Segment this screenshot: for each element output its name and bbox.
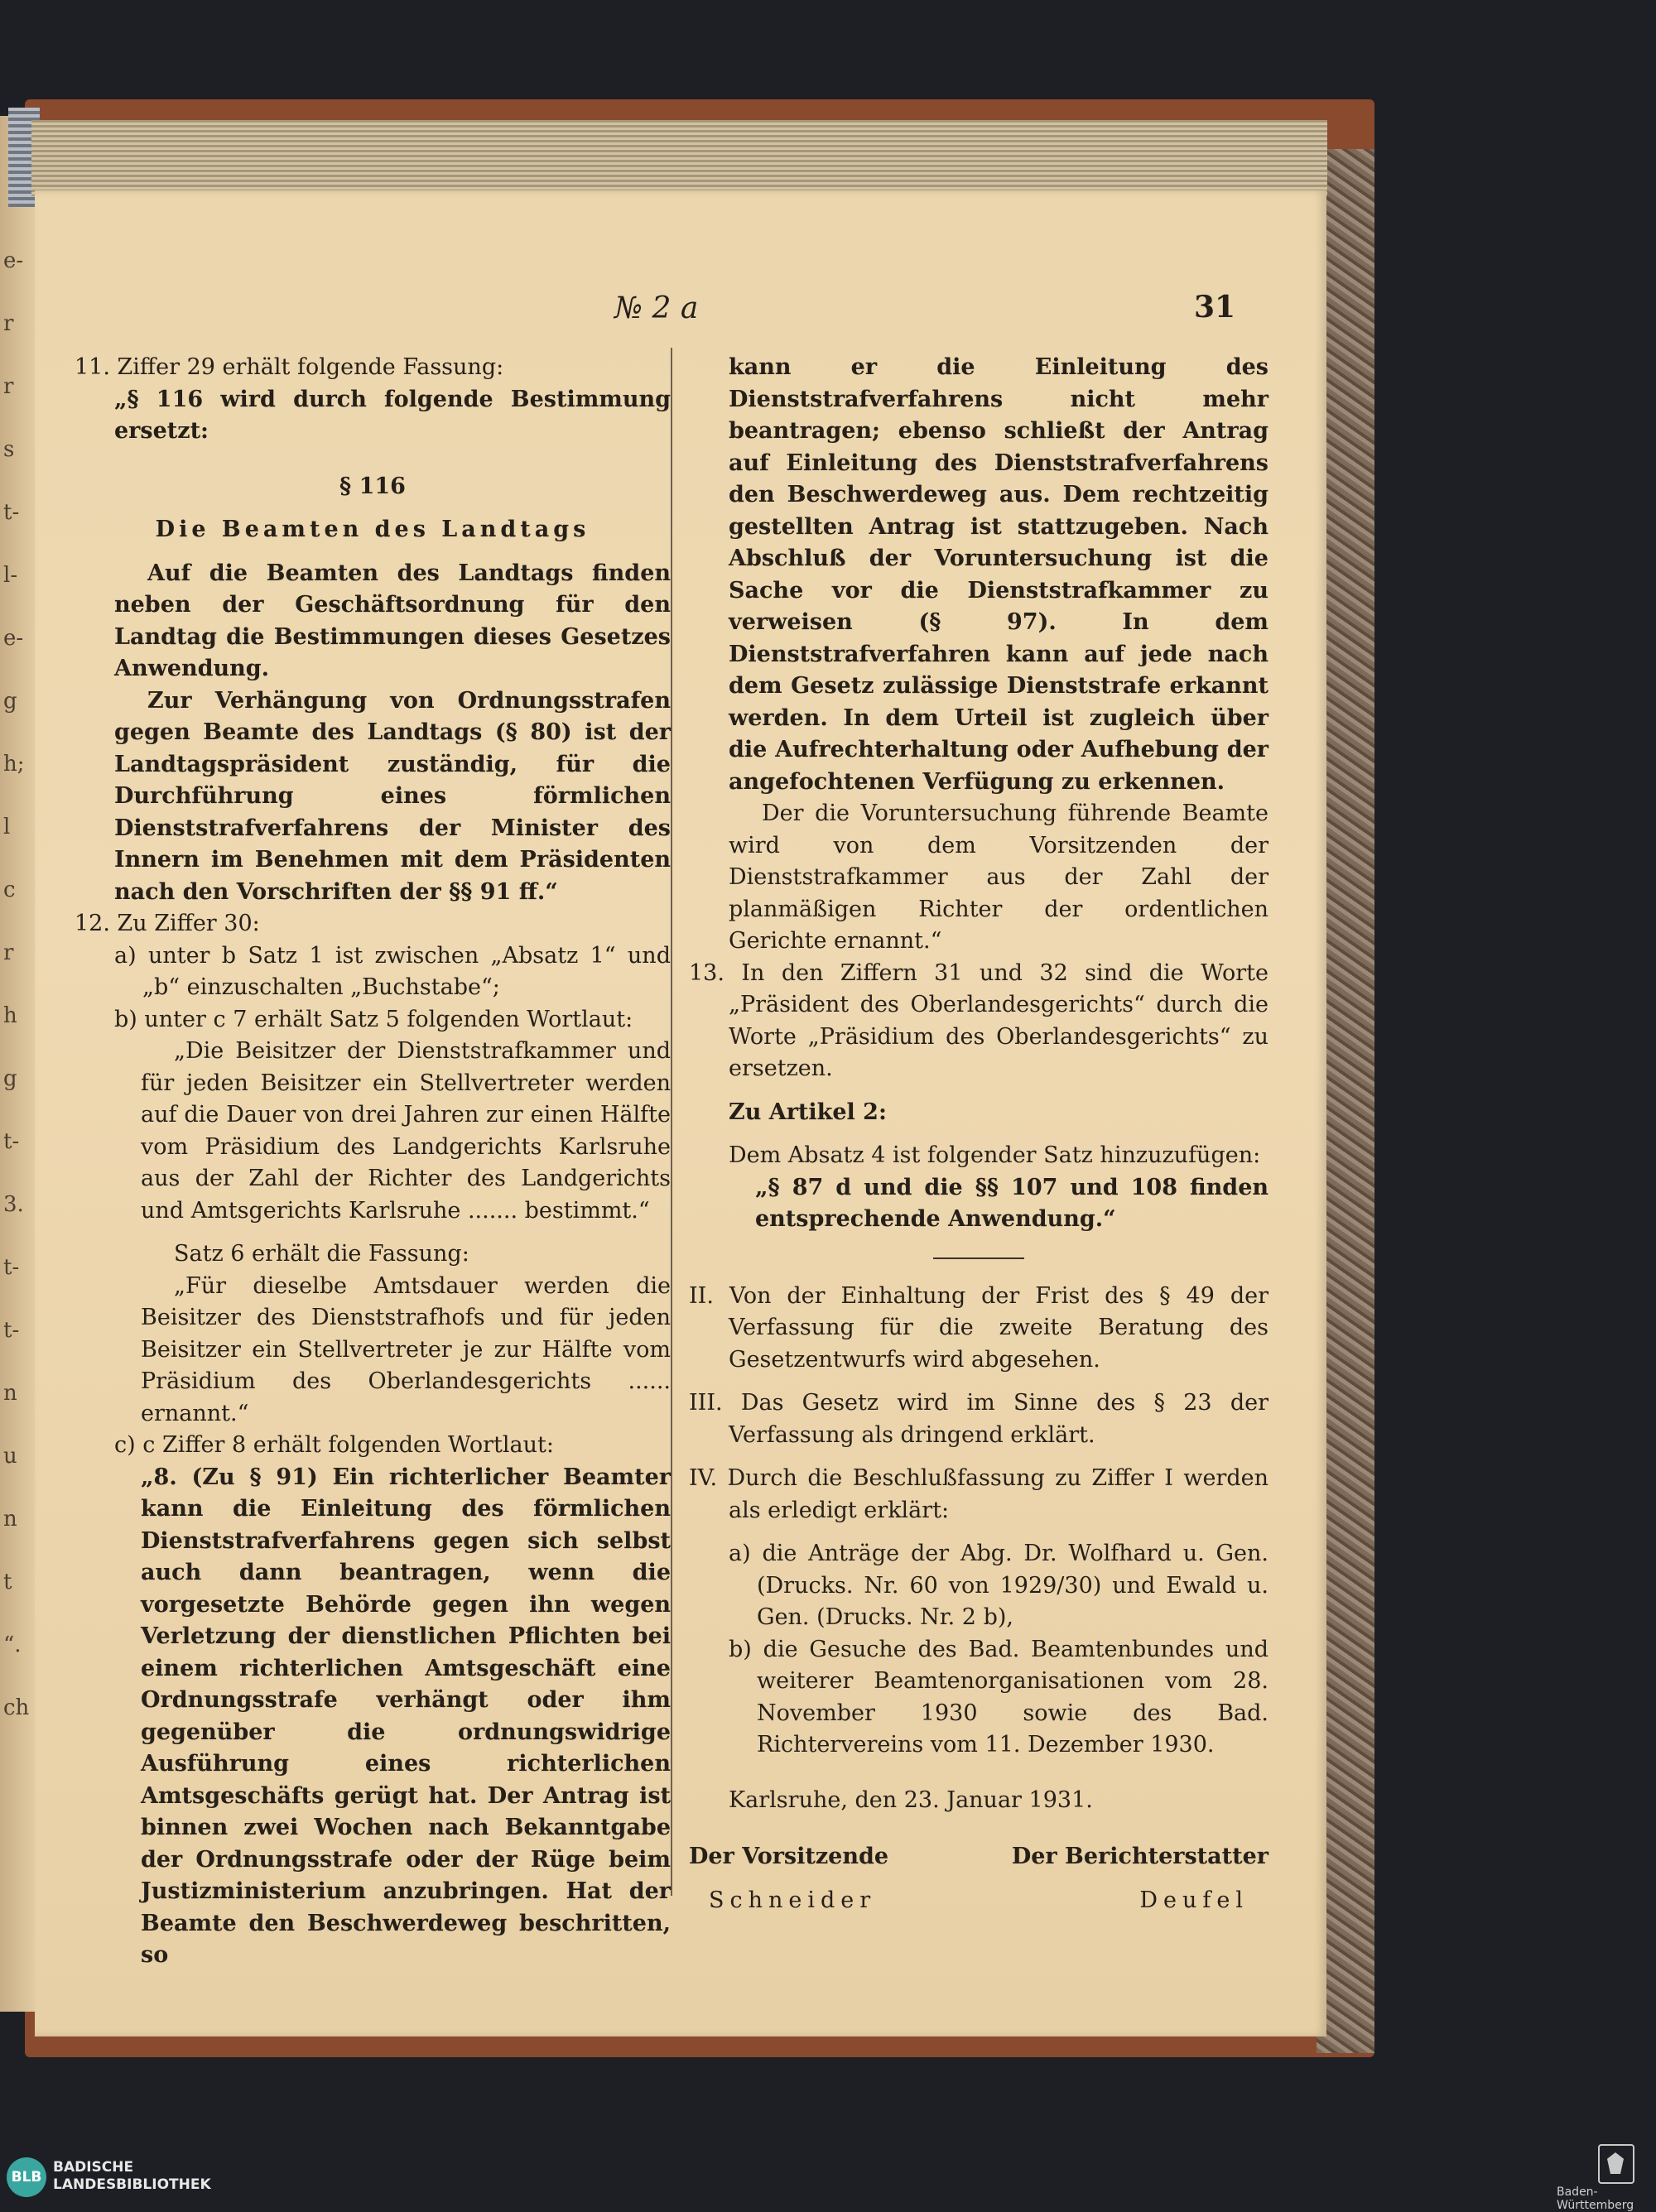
left-edge-fragment: t- — [3, 1129, 20, 1154]
roman-iii: III. Das Gesetz wird im Sinne des § 23 der Verfassung als dringend erklärt. — [689, 1390, 1268, 1448]
roman-iv-b: b) die Gesuche des Bad. Beamtenbundes und weiterer Beamtenorganisationen vom 28. November 1930 sowie des Bad. Richtervereins vom 11. Dezember 1930. — [729, 1636, 1268, 1758]
date-line: Karlsruhe, den 23. Januar 1931. — [729, 1786, 1093, 1813]
item-11-quote: „§ 116 wird durch folgende Bestimmung ersetzt: — [114, 386, 671, 444]
column-divider — [671, 348, 672, 1896]
state-crest-icon — [1598, 2144, 1634, 2184]
section-title: Die Beamten des Landtags — [155, 517, 590, 542]
library-name-line-2: LANDESBIBLIOTHEK — [53, 2176, 211, 2193]
left-edge-fragment: u — [3, 1444, 17, 1469]
left-edge-fragment: n — [3, 1507, 17, 1532]
left-edge-fragment: e- — [3, 248, 24, 273]
left-edge-fragment: t — [3, 1570, 12, 1594]
left-edge-fragment: l- — [3, 563, 18, 588]
voruntersuchung-paragraph: Der die Voruntersuchung führende Beamte wird von dem Vorsitzenden der Dienststrafkammer aus der Zahl der planmäßigen Richter der ordentlichen Gerichte ernannt.“ — [729, 801, 1268, 954]
artikel-2-quote: „§ 87 d und die §§ 107 und 108 finden entsprechende Anwendung.“ — [755, 1174, 1268, 1232]
footer-bar — [0, 2152, 1656, 2203]
artikel-2-heading: Zu Artikel 2: — [729, 1099, 887, 1125]
rapporteur-label: Der Berichterstatter — [1011, 1844, 1268, 1869]
library-name-line-1: BADISCHE — [53, 2159, 134, 2176]
item-b: b) unter c 7 erhält Satz 5 folgenden Wortlaut: — [114, 1006, 633, 1032]
left-edge-fragment: 3. — [3, 1192, 24, 1217]
left-edge-fragment: h; — [3, 752, 25, 777]
left-edge-fragment: t- — [3, 500, 20, 525]
left-edge-fragment: n — [3, 1381, 17, 1406]
item-c: c) c Ziffer 8 erhält folgenden Wortlaut: — [114, 1432, 554, 1458]
state-name: Baden-Württemberg — [1557, 2186, 1634, 2212]
left-edge-fragment: ch — [3, 1695, 30, 1720]
chair-label: Der Vorsitzende — [689, 1844, 889, 1869]
page-number: 31 — [1194, 290, 1236, 325]
signature-labels — [689, 1841, 1268, 1873]
roman-iv-a: a) die Anträge der Abg. Dr. Wolfhard u. Gen. (Drucks. Nr. 60 von 1929/30) und Ewald u. Gen. (Drucks. Nr. 2 b), — [729, 1541, 1268, 1630]
artikel-2-text: Dem Absatz 4 ist folgender Satz hinzuzufügen: — [729, 1142, 1261, 1168]
left-edge-fragment: t- — [3, 1255, 20, 1280]
continuation-text: kann er die Einleitung des Dienststrafverfahrens nicht mehr beantragen; ebenso schließt der Antrag auf Einleitung des Dienststrafverfahrens den Beschwerdeweg aus. Dem rechtzeitig gestellten Antrag ist stattzugeben. Nach Abschluß der Voruntersuchung ist die Sache vor die Dienststrafkammer zu verweisen (§ 97). In dem Dienststrafverfahren kann auf jede nach dem Gesetz zulässige Dienststrafe erkannt werden. In dem Urteil ist zugleich über die Aufrechterhaltung oder Aufhebung der angefochtenen Verfügung zu erkennen. — [729, 354, 1268, 795]
roman-iv: IV. Durch die Beschlußfassung zu Ziffer I werden als erledigt erklärt: — [689, 1465, 1268, 1523]
library-logo-icon: BLB — [7, 2157, 46, 2197]
section-rule — [933, 1257, 1024, 1259]
paragraph-1: Auf die Beamten des Landtags finden neben der Geschäftsordnung für den Landtag die Bestimmungen dieses Gesetzes Anwendung. — [114, 560, 671, 681]
roman-ii: II. Von der Einhaltung der Frist des § 49 der Verfassung für die zweite Beratung des Gesetzentwurfs wird abgesehen. — [689, 1282, 1268, 1373]
issue-mark: № 2 a — [614, 291, 699, 325]
satz-6-quote: „Für dieselbe Amtsdauer werden die Beisitzer des Dienststrafhofs und für jeden Beisitzer ein Stellvertreter je zur Hälfte vom Präsidium des Oberlandesgerichts ...... ernannt.“ — [141, 1272, 671, 1426]
item-a: a) unter b Satz 1 ist zwischen „Absatz 1“ und „b“ einzuschalten „Buchstabe“; — [114, 942, 671, 1000]
left-edge-fragment: “. — [3, 1633, 22, 1657]
item-b-quote: „Die Beisitzer der Dienststrafkammer und für jeden Beisitzer ein Stellvertreter werden auf die Dauer von drei Jahren zur einen Hälfte vom Präsidium des Landgerichts Karlsruhe aus der Zahl der Richter des Landgerichts und Amtsgerichts Karlsruhe ....... bestimmt.“ — [141, 1038, 671, 1224]
paragraph-2: Zur Verhängung von Ordnungsstrafen gegen Beamte des Landtags (§ 80) ist der Landtagspräsident zuständig, für die Durchführung eines förmlichen Dienststrafverfahrens der Minister des Innern im Benehmen mit dem Präsidenten nach den Vorschriften der §§ 91 ff.“ — [114, 687, 671, 905]
document-page — [35, 190, 1326, 2036]
left-edge-fragment: r — [3, 311, 14, 336]
left-edge-fragment: t- — [3, 1318, 20, 1343]
left-edge-fragment: l — [3, 815, 11, 839]
chair-name: Schneider — [709, 1887, 877, 1913]
left-edge-fragment: e- — [3, 626, 24, 651]
right-column — [689, 352, 1268, 1916]
rapporteur-name: Deufel — [1139, 1887, 1249, 1913]
page-edges — [31, 120, 1327, 196]
library-name — [53, 2159, 211, 2194]
left-edge-fragment: c — [3, 878, 16, 902]
item-c-quote: „8. (Zu § 91) Ein richterlicher Beamter kann die Einleitung des förmlichen Dienststrafverfahrens gegen sich selbst auch dann beantragen, wenn die vorgesetzte Behörde gegen ihn wegen Verletzung der dienstlichen Pflichten bei einem richterlichen Amtsgeschäft eine Ordnungsstrafe verhängt oder ihm gegenüber die ordnungswidrige Ausführung eines richterlichen Amtsgeschäfts gerügt hat. Der Antrag ist binnen zwei Wochen nach Bekanntgabe der Ordnungsstrafe oder der Rüge beim Justizministerium anzubringen. Hat der Beamte den Beschwerdeweg beschritten, so — [141, 1464, 671, 1968]
left-column — [75, 352, 671, 1972]
left-edge-fragment: r — [3, 940, 14, 965]
left-edge-fragment: g — [3, 689, 17, 714]
signature-names — [689, 1885, 1268, 1917]
left-edge-fragment: h — [3, 1003, 17, 1028]
satz-6-intro: Satz 6 erhält die Fassung: — [174, 1241, 469, 1267]
item-11-intro: 11. Ziffer 29 erhält folgende Fassung: — [75, 354, 504, 380]
item-13: 13. In den Ziffern 31 und 32 sind die Worte „Präsident des Oberlandesgerichts“ durch die Worte „Präsidium des Oberlandesgerichts“ zu ersetzen. — [689, 959, 1268, 1081]
left-edge-fragment: g — [3, 1066, 17, 1091]
item-12-intro: 12. Zu Ziffer 30: — [75, 911, 260, 936]
left-edge-fragment: r — [3, 374, 14, 399]
left-edge-fragment: s — [3, 437, 15, 462]
left-page-edge — [0, 116, 35, 2012]
section-number: § 116 — [339, 473, 406, 499]
